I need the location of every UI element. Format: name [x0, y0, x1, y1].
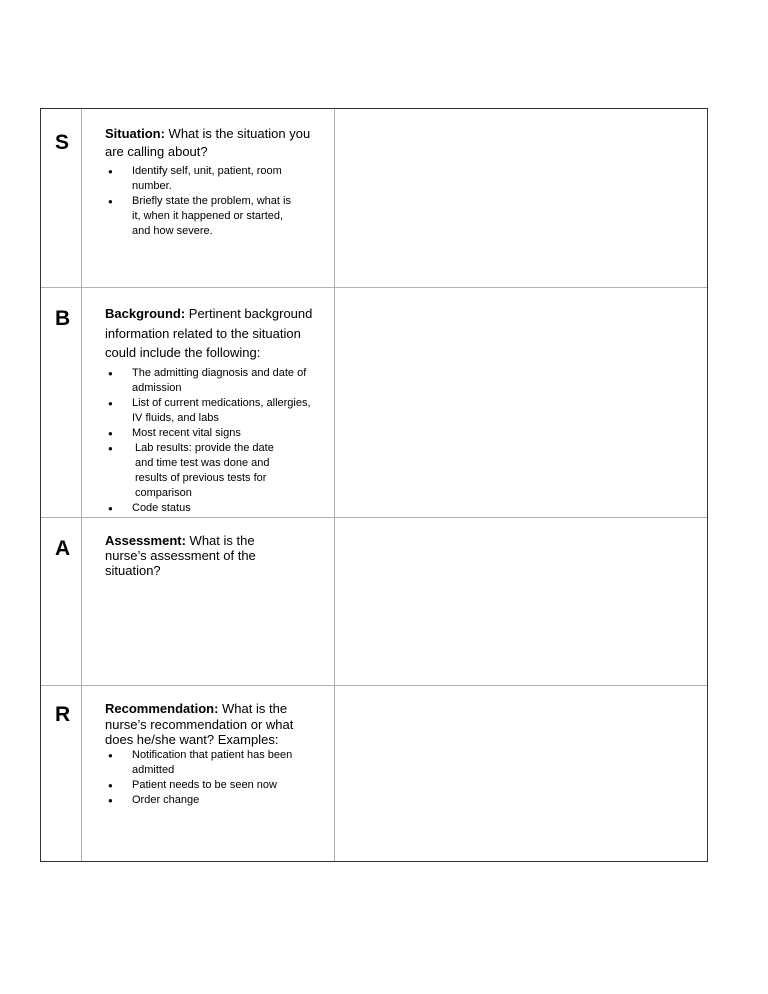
prompt-cell [82, 517, 335, 685]
response-cell[interactable] [335, 685, 707, 861]
letter-cell [41, 287, 82, 517]
list-item: ● The admitting diagnosis and date of admission [132, 366, 322, 396]
list-item: ● Briefly state the problem, what is it, when it happened or started, and how severe. [132, 194, 302, 239]
prompt-cell [82, 287, 335, 517]
letter-cell [41, 685, 82, 861]
list-item: ● Patient needs to be seen now [132, 778, 312, 793]
prompt-cell [82, 109, 335, 287]
list-item: ● Code status [132, 501, 322, 516]
list-item: ● Notification that patient has been admitted [132, 748, 312, 778]
prompt-desc: What is the nurse’s assessment of the situation? [105, 533, 256, 578]
row-situation [41, 109, 707, 288]
bullet-list [105, 164, 302, 239]
prompt-title: Assessment: [105, 533, 186, 548]
list-item: ● List of current medications, allergies, IV fluids, and labs [132, 396, 322, 426]
response-cell[interactable] [335, 517, 707, 685]
row-letter: A [55, 537, 71, 560]
prompt-title: Situation: [105, 126, 165, 141]
prompt-desc: Pertinent background information related to the situation could include the following: [105, 306, 313, 360]
prompt [105, 304, 320, 516]
response-cell[interactable] [335, 287, 707, 517]
prompt-cell [82, 685, 335, 861]
response-cell[interactable] [335, 109, 707, 287]
prompt-desc: What is the nurse’s recommendation or what does he/she want? Examples: [105, 701, 294, 747]
row-background [41, 287, 707, 518]
row-assessment [41, 517, 707, 686]
list-item: ● Order change [132, 793, 312, 808]
letter-cell [41, 109, 82, 287]
bullet-list [105, 366, 322, 516]
prompt-title: Background: [105, 306, 186, 321]
prompt-desc: What is the situation you are calling about? [105, 126, 311, 159]
row-recommendation [41, 685, 707, 861]
sbar-table [40, 108, 708, 862]
prompt [105, 701, 305, 808]
prompt [105, 533, 275, 578]
prompt [105, 125, 320, 239]
list-item: ● Most recent vital signs [132, 426, 322, 441]
prompt-title: Recommendation: [105, 701, 219, 716]
list-item: ● Identify self, unit, patient, room number. [132, 164, 302, 194]
row-letter: R [55, 703, 71, 726]
letter-cell [41, 517, 82, 685]
row-letter: B [55, 307, 71, 330]
list-item: ● Lab results: provide the date and time test was done and results of previous tests for comparison [132, 441, 285, 501]
row-letter: S [55, 131, 70, 154]
bullet-list [105, 748, 312, 808]
